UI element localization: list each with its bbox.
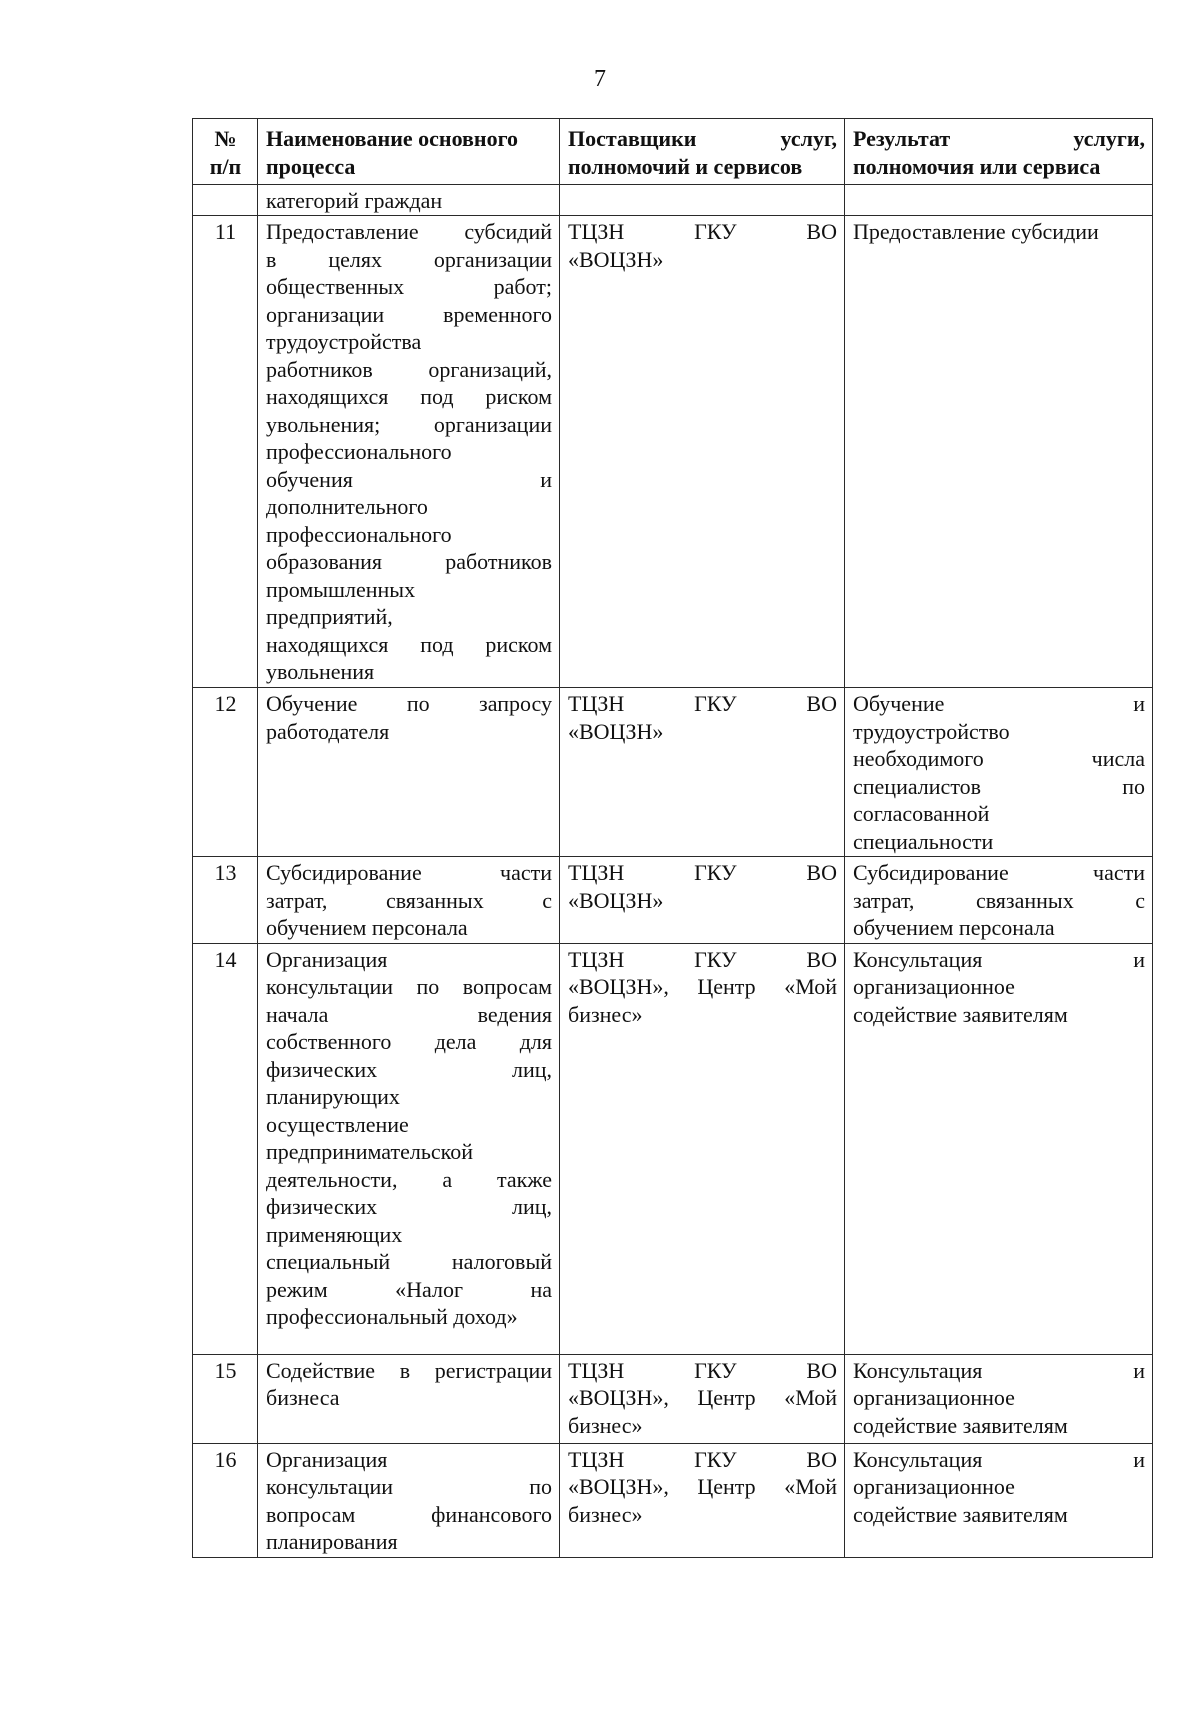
cell-line: «ВОЦЗН» bbox=[568, 718, 664, 744]
table-row bbox=[193, 216, 1153, 688]
cell-line: деятельности, а также bbox=[266, 1166, 552, 1192]
providers-cell bbox=[560, 688, 845, 857]
row-number: 13 bbox=[193, 857, 258, 944]
cell-line: Обучение и bbox=[853, 691, 1145, 716]
cell-line: увольнения; организации bbox=[266, 411, 552, 437]
cell-line: Консультация и bbox=[853, 946, 1145, 972]
header-line: п/п bbox=[209, 153, 242, 179]
cell-line: организационное bbox=[853, 1385, 1015, 1410]
cell-line: содействие заявителям bbox=[853, 1001, 1068, 1027]
cell-line: работодателя bbox=[266, 718, 390, 744]
cell-line: профессионального bbox=[266, 521, 452, 547]
process-cell bbox=[258, 1443, 560, 1557]
cell-line: трудоустройство bbox=[853, 718, 1010, 744]
cell-line: общественных работ; bbox=[266, 274, 552, 299]
cell-line: необходимого числа bbox=[853, 746, 1145, 771]
cell-line: профессионального bbox=[266, 439, 452, 464]
continuation-providers bbox=[560, 185, 845, 216]
providers-cell bbox=[560, 857, 845, 944]
cell-line: Предоставление субсидии bbox=[853, 219, 1099, 244]
cell-line: вопросам финансового bbox=[266, 1501, 552, 1527]
cell-line: «ВОЦЗН» bbox=[568, 887, 664, 913]
cell-line: обучения и bbox=[266, 466, 552, 492]
table-row bbox=[193, 1354, 1153, 1443]
cell-line: трудоустройства bbox=[266, 329, 422, 354]
table-row bbox=[193, 1443, 1153, 1557]
table-row bbox=[193, 943, 1153, 1354]
providers-cell bbox=[560, 1354, 845, 1443]
cell-line: дополнительного bbox=[266, 494, 428, 519]
cell-line: затрат, связанных с bbox=[853, 887, 1145, 913]
cell-line: содействие заявителям bbox=[853, 1501, 1068, 1527]
table-row bbox=[193, 688, 1153, 857]
cell-line: «ВОЦЗН» bbox=[568, 246, 664, 272]
cell-line: обучением персонала bbox=[266, 915, 468, 940]
cell-line: специалистов по bbox=[853, 773, 1145, 799]
cell-line: консультации по вопросам bbox=[266, 974, 552, 999]
providers-cell bbox=[560, 943, 845, 1354]
row-number: 16 bbox=[193, 1443, 258, 1557]
cell-line: организационное bbox=[853, 1474, 1015, 1499]
cell-line: планирования bbox=[266, 1529, 398, 1554]
cell-line: ТЦЗН ГКУ ВО bbox=[568, 1357, 837, 1383]
header-providers bbox=[560, 119, 845, 185]
result-cell bbox=[845, 688, 1153, 857]
cell-line: физических лиц, bbox=[266, 1194, 552, 1219]
cell-line: режим «Налог на bbox=[266, 1276, 552, 1302]
cell-line: физических лиц, bbox=[266, 1056, 552, 1082]
cell-line: Субсидирование части bbox=[266, 860, 552, 885]
row-number: 14 bbox=[193, 943, 258, 1354]
continuation-row bbox=[193, 185, 1153, 216]
cell-line: бизнес» bbox=[568, 1001, 643, 1027]
cell-line: консультации по bbox=[266, 1474, 552, 1499]
cell-line: профессиональный доход» bbox=[266, 1304, 518, 1329]
header-result bbox=[845, 119, 1153, 185]
continuation-result bbox=[845, 185, 1153, 216]
cell-line: в целях организации bbox=[266, 246, 552, 272]
header-line: Наименование основного bbox=[266, 126, 519, 151]
cell-line: ТЦЗН ГКУ ВО bbox=[568, 219, 837, 244]
processes-table bbox=[192, 118, 1153, 1558]
header-line: Результат услуги, bbox=[853, 126, 1145, 151]
cell-line: образования работников bbox=[266, 549, 552, 574]
cell-line: Предоставление субсидий bbox=[266, 219, 552, 244]
row-number: 15 bbox=[193, 1354, 258, 1443]
cell-line: планирующих bbox=[266, 1084, 400, 1109]
cell-line: согласованной bbox=[853, 801, 990, 826]
process-cell bbox=[258, 688, 560, 857]
table-row bbox=[193, 857, 1153, 944]
cell-line: бизнеса bbox=[266, 1385, 340, 1410]
cell-line: находящихся под риском bbox=[266, 631, 552, 657]
header-num bbox=[193, 119, 258, 185]
header-process bbox=[258, 119, 560, 185]
cell-line: ТЦЗН ГКУ ВО bbox=[568, 691, 837, 716]
header-line: полномочий и сервисов bbox=[568, 153, 803, 179]
result-cell bbox=[845, 1354, 1153, 1443]
cell-line: «ВОЦЗН», Центр «Мой bbox=[568, 1385, 837, 1410]
cell-line: осуществление bbox=[266, 1111, 409, 1137]
cell-line: Организация bbox=[266, 946, 388, 972]
process-cell bbox=[258, 216, 560, 688]
cell-line: Субсидирование части bbox=[853, 860, 1145, 885]
cell-line: увольнения bbox=[266, 659, 375, 684]
providers-cell bbox=[560, 1443, 845, 1557]
cell-line: ТЦЗН ГКУ ВО bbox=[568, 946, 837, 972]
cell-line: содействие заявителям bbox=[853, 1412, 1068, 1438]
cell-line: «ВОЦЗН», Центр «Мой bbox=[568, 974, 837, 999]
cell-line: организационное bbox=[853, 974, 1015, 999]
process-cell bbox=[258, 1354, 560, 1443]
cell-line: организации временного bbox=[266, 301, 552, 327]
process-cell bbox=[258, 943, 560, 1354]
cell-line: ТЦЗН ГКУ ВО bbox=[568, 1446, 837, 1472]
cell-line: Содействие в регистрации bbox=[266, 1357, 552, 1383]
cell-line: применяющих bbox=[266, 1221, 403, 1247]
result-cell bbox=[845, 943, 1153, 1354]
header-line: № bbox=[214, 126, 237, 151]
cell-line: работников организаций, bbox=[266, 356, 552, 382]
row-number: 11 bbox=[193, 216, 258, 688]
cell-line: собственного дела для bbox=[266, 1029, 552, 1054]
providers-cell bbox=[560, 216, 845, 688]
result-cell bbox=[845, 857, 1153, 944]
result-cell bbox=[845, 1443, 1153, 1557]
table-header-row bbox=[193, 119, 1153, 185]
cell-line: обучением персонала bbox=[853, 915, 1055, 940]
header-line: процесса bbox=[266, 153, 356, 179]
page-number: 7 bbox=[594, 66, 606, 92]
cell-line: затрат, связанных с bbox=[266, 887, 552, 913]
cell-line: Консультация и bbox=[853, 1357, 1145, 1383]
cell-line: бизнес» bbox=[568, 1501, 643, 1527]
cell-line: Обучение по запросу bbox=[266, 691, 552, 716]
cell-line: начала ведения bbox=[266, 1001, 552, 1027]
cell-line: Организация bbox=[266, 1446, 388, 1472]
cell-line: предприятий, bbox=[266, 604, 393, 629]
cell-line: специальный налоговый bbox=[266, 1249, 552, 1274]
header-line: полномочия или сервиса bbox=[853, 153, 1101, 179]
row-number: 12 bbox=[193, 688, 258, 857]
cell-line: специальности bbox=[853, 828, 994, 854]
process-cell bbox=[258, 857, 560, 944]
continuation-process: категорий граждан bbox=[258, 185, 560, 216]
cell-line: бизнес» bbox=[568, 1412, 643, 1438]
cell-line: предпринимательской bbox=[266, 1139, 474, 1164]
continuation-num bbox=[193, 185, 258, 216]
cell-line: Консультация и bbox=[853, 1446, 1145, 1472]
cell-line: промышленных bbox=[266, 576, 416, 602]
result-cell bbox=[845, 216, 1153, 688]
cell-line: ТЦЗН ГКУ ВО bbox=[568, 860, 837, 885]
cell-line: «ВОЦЗН», Центр «Мой bbox=[568, 1474, 837, 1499]
header-line: Поставщики услуг, bbox=[568, 126, 837, 151]
cell-line: находящихся под риском bbox=[266, 384, 552, 409]
